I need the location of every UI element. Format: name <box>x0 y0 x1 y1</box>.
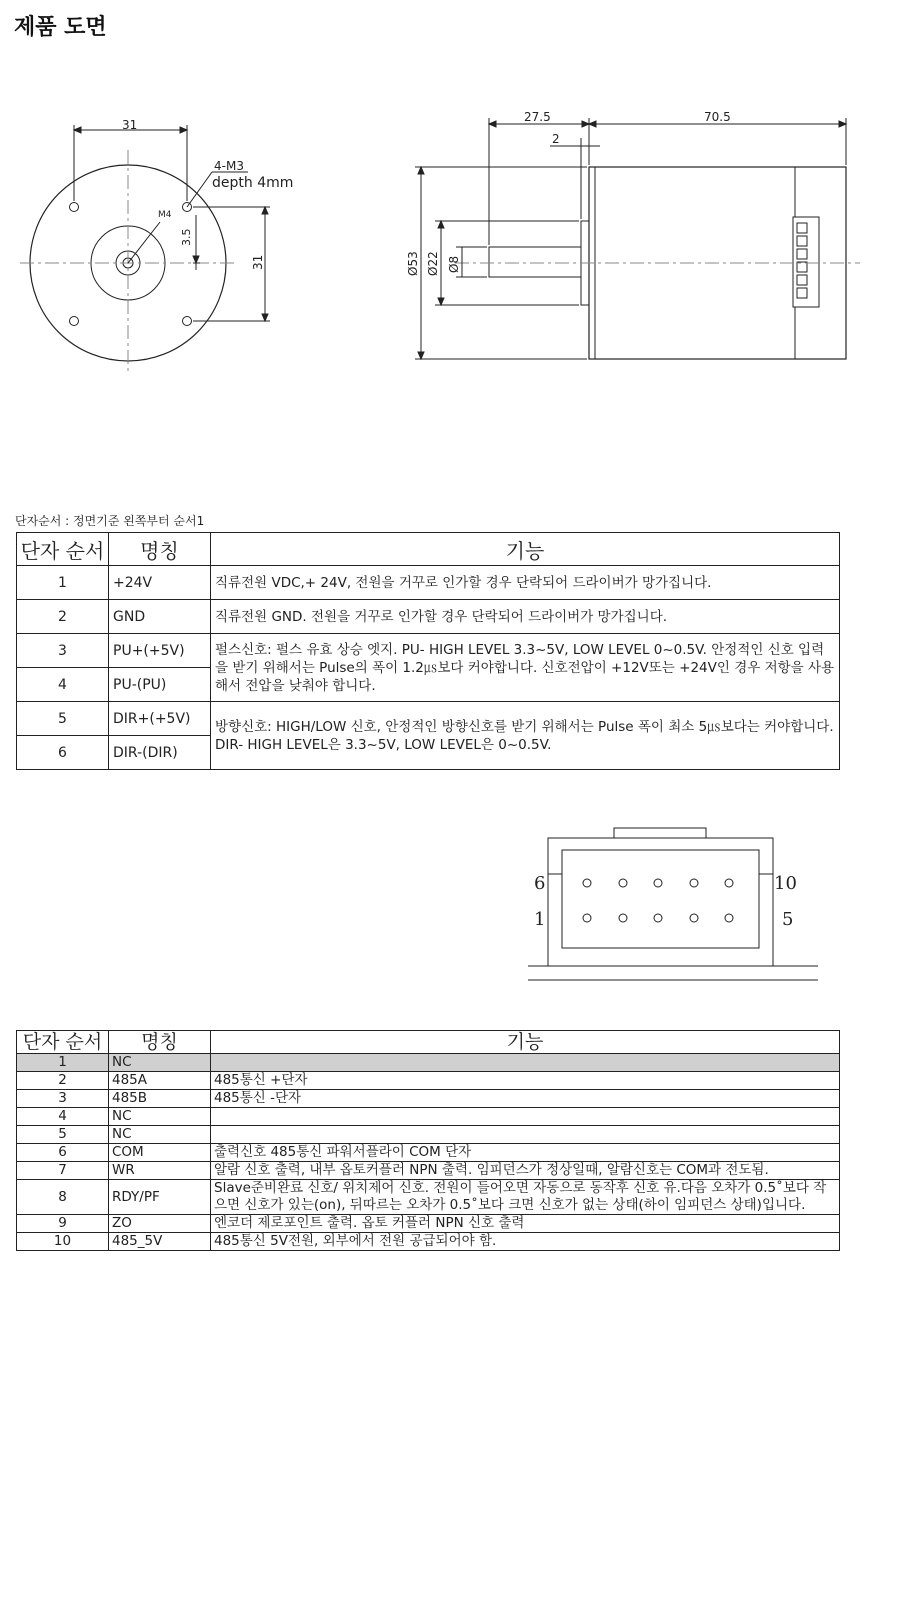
table-row <box>17 1162 840 1180</box>
table-row <box>17 1215 840 1233</box>
terminal-name: COM <box>109 1144 211 1162</box>
table-row <box>17 1144 840 1162</box>
pin <box>583 914 591 922</box>
pin <box>654 914 662 922</box>
pin <box>725 879 733 887</box>
terminal-no: 4 <box>17 1108 109 1126</box>
pin <box>619 879 627 887</box>
header-function: 기능 <box>211 1031 840 1054</box>
table-row <box>17 1090 840 1108</box>
connector-face <box>562 850 759 948</box>
table-row <box>17 1108 840 1126</box>
power-terminal-table <box>16 532 840 770</box>
terminal-name: PU+(+5V) <box>109 634 211 668</box>
table-row <box>17 600 840 634</box>
table-row <box>17 566 840 600</box>
terminal-function: Slave준비완료 신호/ 위치제어 신호. 전원이 들어오면 자동으로 동작후 신호 유.다음 오차가 0.5˚보다 작으면 신호가 있는(on), 뒤따르는 오차가 0.5˚보다 크면 신호가 없는 상태(하이 임피던스 상태)입니다. <box>211 1180 840 1215</box>
pin-label-5: 5 <box>782 909 794 930</box>
table-row <box>17 702 840 736</box>
terminal-function <box>211 1108 840 1126</box>
terminal-no: 2 <box>17 1072 109 1090</box>
terminal-name: NC <box>109 1126 211 1144</box>
table-row <box>17 1180 840 1215</box>
header-name: 명칭 <box>109 1031 211 1054</box>
terminal-function <box>211 1126 840 1144</box>
pin <box>654 879 662 887</box>
terminal-name: 485_5V <box>109 1233 211 1251</box>
front-dim-side: 31 <box>251 254 265 270</box>
terminal-function: 엔코더 제로포인트 출력. 옵토 커플러 NPN 신호 출력 <box>211 1215 840 1233</box>
terminal-function: 직류전원 GND. 전원을 거꾸로 인가할 경우 단락되어 드라이버가 망가집니다. <box>211 600 840 634</box>
terminal-function: 출력신호 485통신 파워서플라이 COM 단자 <box>211 1144 840 1162</box>
hole-label: 4-M3 <box>214 159 244 173</box>
terminal-no: 6 <box>17 1144 109 1162</box>
pin-label-6: 6 <box>534 873 546 894</box>
terminal-name: RDY/PF <box>109 1180 211 1215</box>
terminal-function <box>211 1054 840 1072</box>
terminal-no: 2 <box>17 600 109 634</box>
terminal-order-note: 단자순서 : 정면기준 왼쪽부터 순서1 <box>15 514 205 528</box>
side-dim-pilot-dia: Ø22 <box>426 251 440 276</box>
terminal-no: 1 <box>17 566 109 600</box>
header-terminal-no: 단자 순서 <box>17 533 109 566</box>
table-row <box>17 1072 840 1090</box>
terminal-name: DIR+(+5V) <box>109 702 211 736</box>
terminal-no: 5 <box>17 702 109 736</box>
terminal-name: 485A <box>109 1072 211 1090</box>
table-header-row <box>17 1031 840 1054</box>
terminal-no: 10 <box>17 1233 109 1251</box>
product-drawing <box>0 90 900 390</box>
table-header-row <box>17 533 840 566</box>
connector-latch <box>614 828 706 838</box>
terminal-no: 7 <box>17 1162 109 1180</box>
terminal-name: DIR-(DIR) <box>109 736 211 770</box>
pin <box>583 879 591 887</box>
side-dim-step: 2 <box>552 132 560 146</box>
terminal-no: 1 <box>17 1054 109 1072</box>
pin <box>725 914 733 922</box>
header-terminal-no: 단자 순서 <box>17 1031 109 1054</box>
signal-terminal-table <box>16 1030 840 1251</box>
page-title: 제품 도면 <box>14 15 107 40</box>
terminal-function: 직류전원 VDC,+ 24V, 전원을 거꾸로 인가할 경우 단락되어 드라이버가 망가집니다. <box>211 566 840 600</box>
pin-label-1: 1 <box>534 909 546 930</box>
terminal-function: 485통신 +단자 <box>211 1072 840 1090</box>
terminal-no: 3 <box>17 1090 109 1108</box>
table-row <box>17 1233 840 1251</box>
pin <box>690 879 698 887</box>
header-name: 명칭 <box>109 533 211 566</box>
terminal-name: GND <box>109 600 211 634</box>
terminal-no: 5 <box>17 1126 109 1144</box>
connector-housing <box>548 838 773 966</box>
terminal-name: ZO <box>109 1215 211 1233</box>
table-row <box>17 1126 840 1144</box>
terminal-no: 3 <box>17 634 109 668</box>
terminal-function: 485통신 -단자 <box>211 1090 840 1108</box>
side-dim-flange: 27.5 <box>524 110 551 124</box>
side-dim-body-dia: Ø53 <box>406 251 420 276</box>
terminal-no: 4 <box>17 668 109 702</box>
terminal-no: 6 <box>17 736 109 770</box>
terminal-name: NC <box>109 1108 211 1126</box>
side-dim-body: 70.5 <box>704 110 731 124</box>
terminal-no: 8 <box>17 1180 109 1215</box>
terminal-function: 알람 신호 출력, 내부 옵토커플러 NPN 출력. 임피던스가 정상일때, 알람신호는 COM과 전도됨. <box>211 1162 840 1180</box>
terminal-function: 485통신 5V전원, 외부에서 전원 공급되어야 함. <box>211 1233 840 1251</box>
header-function: 기능 <box>211 533 840 566</box>
table-row <box>17 634 840 668</box>
terminal-name: +24V <box>109 566 211 600</box>
terminal-name: PU-(PU) <box>109 668 211 702</box>
front-dim-offset: 3.5 <box>180 228 193 246</box>
front-dim-top: 31 <box>122 118 138 132</box>
terminal-function: 방향신호: HIGH/LOW 신호, 안정적인 방향신호를 받기 위해서는 Pulse 폭이 최소 5㎲보다는 커야합니다. DIR- HIGH LEVEL은 3.3~5V, LOW LEVEL은 0~0.5V. <box>211 702 840 770</box>
terminal-name: NC <box>109 1054 211 1072</box>
side-dim-shaft-dia: Ø8 <box>447 255 461 273</box>
terminal-function: 펄스신호: 펄스 유효 상승 엣지. PU- HIGH LEVEL 3.3~5V, LOW LEVEL 0~0.5V. 안정적인 신호 입력을 받기 위해서는 Pulse의 폭이 1.2㎲보다 커야합니다. 신호전압이 +12V또는 +24V인 경우 저항을 사용해서 전압을 낮춰야 합니다. <box>211 634 840 702</box>
terminal-name: WR <box>109 1162 211 1180</box>
hole-depth-label: depth 4mm <box>212 175 294 191</box>
terminal-name: 485B <box>109 1090 211 1108</box>
pin <box>690 914 698 922</box>
connector-diagram <box>528 818 838 988</box>
terminal-no: 9 <box>17 1215 109 1233</box>
table-row <box>17 1054 840 1072</box>
side-view <box>415 118 860 359</box>
pin <box>619 914 627 922</box>
center-thread-label: M4 <box>158 210 172 220</box>
pin-label-10: 10 <box>774 873 797 894</box>
